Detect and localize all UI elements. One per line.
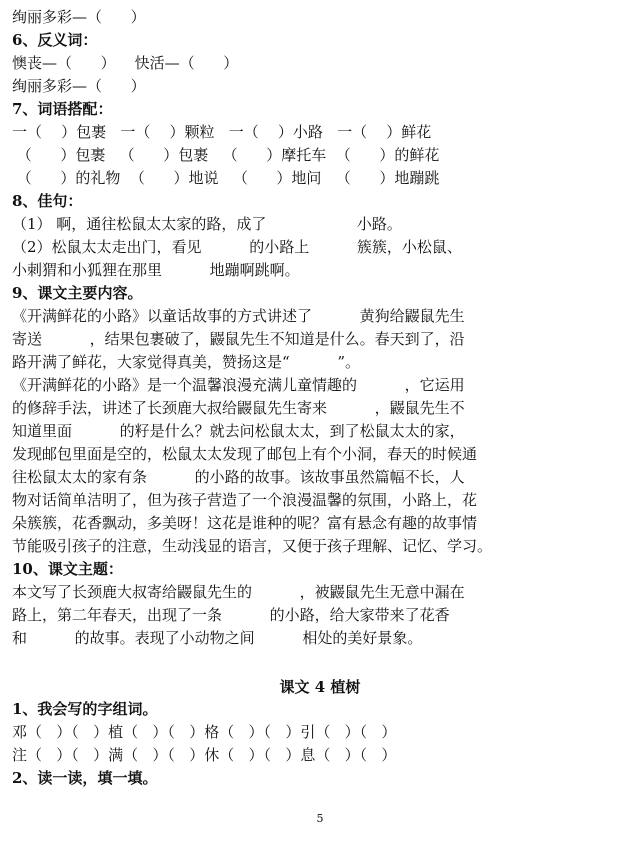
line-3: 懊丧—（ ） 快活—（ ）: [12, 54, 239, 72]
line-21: 往松鼠太太的家有条 的小路的故事。该故事虽然篇幅不长，人: [12, 468, 465, 486]
line-20: 发现邮包里面是空的，松鼠太太发现了邮包上有个小洞，春天的时候通: [12, 445, 478, 463]
heading-word-match: 7、词语搭配：: [12, 100, 113, 118]
line-22: 物对话简单洁明了，但为孩子营造了一个浪漫温馨的氛围，小路上，花: [12, 491, 478, 509]
line-10: （1） 啊，通往松鼠太太家的路，成了 小路。: [12, 215, 402, 233]
line-14: 《开满鲜花的小路》以童话故事的方式讲述了 黄狗给鼹鼠先生: [12, 307, 465, 325]
char-row-2: 注（ ）（ ）满（ ）（ ）休（ ）（ ）息（ ）（ ）: [12, 746, 397, 764]
line-8: （ ）的礼物 （ ）地说 （ ）地问 （ ）地蹦跳: [12, 169, 440, 187]
line-12: 小刺猬和小狐狸在那里 地蹦啊跳啊。: [12, 261, 300, 279]
heading-main-content: 9、课文主要内容。: [12, 284, 143, 302]
line-18: 的修辞手法，讲述了长颈鹿大叔给鼹鼠先生寄来 ，鼹鼠先生不: [12, 399, 465, 417]
heading-read-fill: 2、读一读，填一填。: [12, 769, 158, 787]
line-23: 朵簇簇，花香飘动，多美呀！这花是谁种的呢？富有悬念有趣的故事情: [12, 514, 478, 532]
line-6: 一（ ）包裹 一（ ）颗粒 一（ ）小路 一（ ）鲜花: [12, 123, 432, 141]
heading-words: 1、我会写的字组词。: [12, 700, 158, 718]
line-4: 绚丽多彩—（ ）: [12, 77, 146, 95]
line-7: （ ）包裹 （ ）包裹 （ ）摩托车 （ ）的鲜花: [12, 146, 440, 164]
section-title: 课文 4 植树: [279, 678, 361, 696]
line-17: 《开满鲜花的小路》是一个温馨浪漫充满儿童情趣的 ，它运用: [12, 376, 465, 394]
heading-theme: 10、课文主题：: [12, 560, 123, 578]
char-row-1: 邓（ ）（ ）植（ ）（ ）格（ ）（ ）引（ ）（ ）: [12, 723, 397, 741]
page-number: 5: [316, 812, 324, 825]
line-27: 路上，第二年春天，出现了一条 的小路，给大家带来了花香: [12, 606, 450, 624]
line-19: 知道里面 的籽是什么？就去问松鼠太太，到了松鼠太太的家，: [12, 422, 465, 440]
line-26: 本文写了长颈鹿大叔寄给鼹鼠先生的 ，被鼹鼠先生无意中漏在: [12, 583, 465, 601]
line-28: 和 的故事。表现了小动物之间 相处的美好景象。: [12, 629, 423, 647]
heading-antonyms: 6、反义词：: [12, 31, 98, 49]
line-1: 绚丽多彩—（ ）: [12, 8, 146, 26]
heading-sentences: 8、佳句：: [12, 192, 83, 210]
line-15: 寄送 ，结果包裹破了，鼹鼠先生不知道是什么。春天到了，沿: [12, 330, 465, 348]
line-16: 路开满了鲜花，大家觉得真美，赞扬这是“ ”。: [12, 353, 361, 371]
line-24: 节能吸引孩子的注意，生动浅显的语言，又便于孩子理解、记忆、学习。: [12, 537, 493, 555]
line-11: （2）松鼠太太走出门，看见 的小路上 簇簇，小松鼠、: [12, 238, 462, 256]
